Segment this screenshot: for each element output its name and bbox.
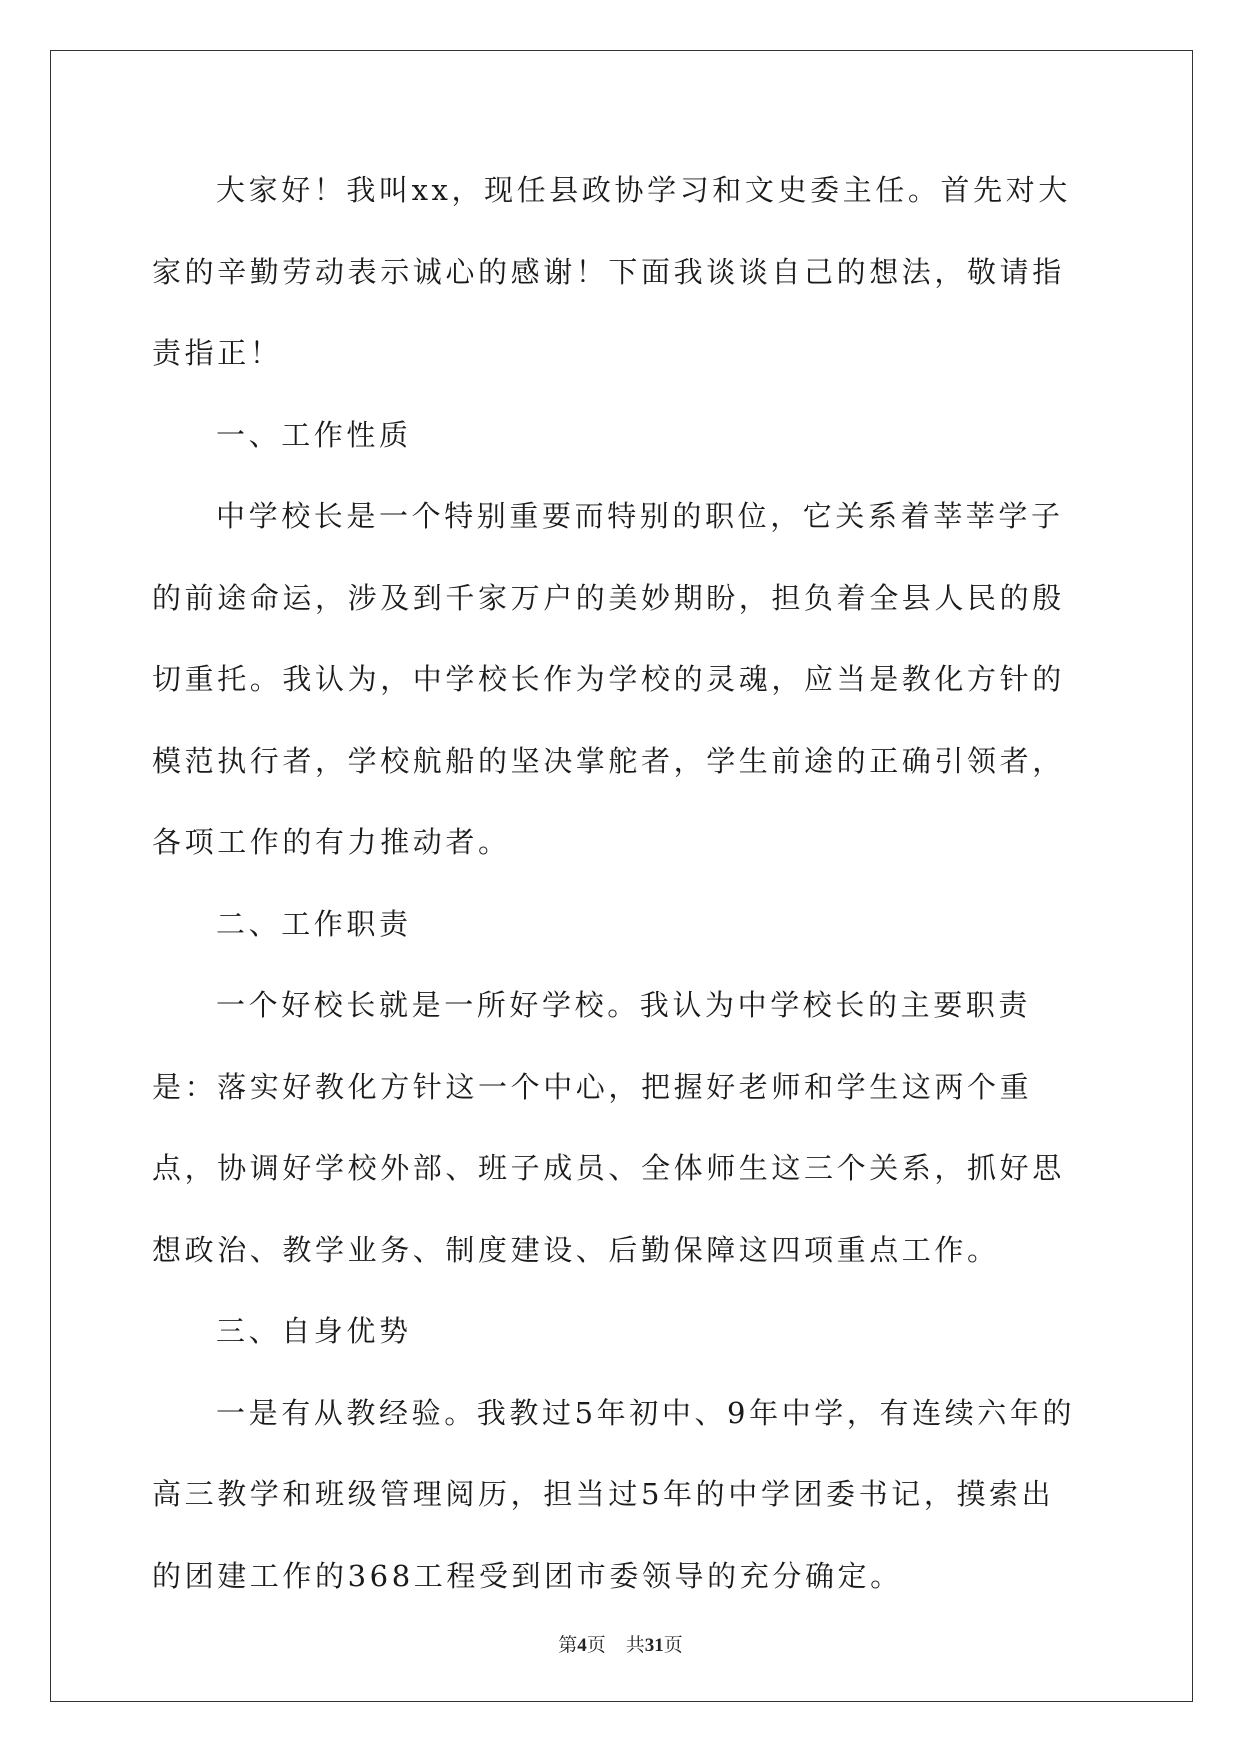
paragraph-own-advantages: 一是有从教经验。我教过5年初中、9年中学，有连续六年的高三教学和班级管理阅历，担当过5年的中学团委书记，摸索出的团建工作的368工程受到团市委领导的充分确定。: [152, 1395, 1076, 1593]
heading-work-duties: 二、工作职责: [216, 906, 412, 941]
paragraph-greeting: 大家好！我叫xx，现任县政协学习和文史委主任。首先对大家的辛勤劳动表示诚心的感谢！下面我谈谈自己的想法，敬请指责指正！: [152, 173, 1071, 370]
footer-page-suffix: 页: [586, 1635, 606, 1656]
document-body: [152, 150, 1082, 1617]
heading-work-nature: 一、工作性质: [216, 417, 412, 452]
current-page-number: 4: [577, 1635, 587, 1656]
footer-total-suffix: 页: [663, 1635, 683, 1656]
paragraph-work-nature: 中学校长是一个特别重要而特别的职位，它关系着莘莘学子的前途命运，涉及到千家万户的美妙期盼，担负着全县人民的殷切重托。我认为，中学校长作为学校的灵魂，应当是教化方针的模范执行者，学校航船的坚决掌舵者，学生前途的正确引领者，各项工作的有力推动者。: [152, 499, 1065, 859]
page-footer: [0, 1630, 1241, 1657]
total-pages-number: 31: [644, 1635, 664, 1656]
footer-prefix: 第: [558, 1635, 578, 1656]
footer-total-prefix: 共: [625, 1635, 645, 1656]
paragraph-work-duties: 一个好校长就是一所好学校。我认为中学校长的主要职责是：落实好教化方针这一个中心，把握好老师和学生这两个重点，协调好学校外部、班子成员、全体师生这三个关系，抓好思想政治、教学业务、制度建设、后勤保障这四项重点工作。: [152, 988, 1065, 1267]
heading-own-advantages: 三、自身优势: [216, 1314, 412, 1348]
